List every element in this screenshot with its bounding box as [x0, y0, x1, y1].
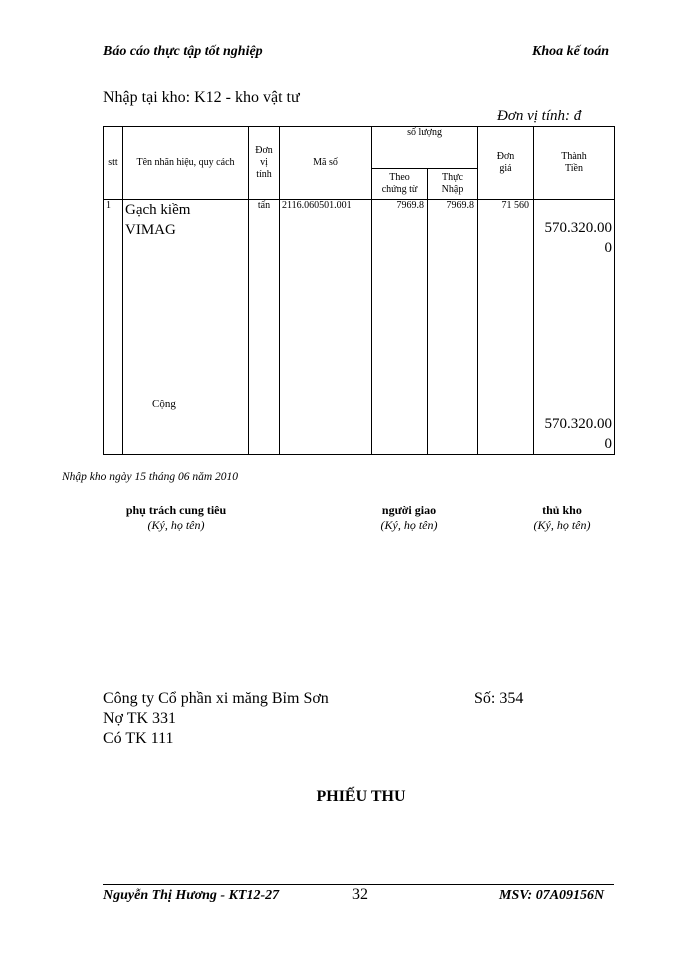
- unit-note: Đơn vị tính: đ: [497, 108, 582, 124]
- row-amount-cell: [534, 200, 615, 455]
- row-name-line1: Gạch kiềm: [125, 202, 191, 218]
- row-qty-actual: 7969.8: [428, 200, 478, 455]
- receipt-number: Số: 354: [474, 690, 524, 707]
- header-stt: stt: [104, 127, 123, 200]
- row-amount-line2: 0: [604, 240, 613, 256]
- header-price: Đơn giá: [478, 127, 534, 200]
- footer-divider: [103, 884, 614, 885]
- inventory-table: [103, 126, 615, 455]
- header-name: Tên nhãn hiệu, quy cách: [123, 127, 249, 200]
- total-amount: 570.320.00 0: [544, 416, 613, 452]
- receipt-debit: Nợ TK 331: [103, 710, 177, 727]
- header-unit: Đơn vị tính: [249, 127, 280, 200]
- total-label: Cộng: [152, 398, 176, 410]
- header-quantity: số lượng: [372, 127, 478, 169]
- row-amount-line1: 570.320.00: [544, 220, 613, 236]
- header-qty-actual: Thực Nhập: [428, 169, 478, 200]
- footer-student-id: MSV: 07A09156N: [499, 888, 605, 903]
- row-price: 71 560: [478, 200, 534, 455]
- header-left: Báo cáo thực tập tốt nghiệp: [103, 44, 263, 59]
- row-name-line2: VIMAG: [125, 222, 176, 238]
- header-amount: Thành Tiền: [534, 127, 615, 200]
- signature-deliverer: người giao (Ký, họ tên): [380, 503, 438, 532]
- signature-procurement: phụ trách cung tiêu (Ký, họ tên): [125, 503, 227, 532]
- receipt-credit: Có TK 111: [103, 730, 174, 747]
- header-right: Khoa kế toán: [532, 44, 610, 59]
- row-qty-doc: 7969.8: [372, 200, 428, 455]
- footer-page-number: 32: [352, 886, 368, 903]
- header-qty-doc: Theo chứng từ: [372, 169, 428, 200]
- row-name-cell: [123, 200, 249, 455]
- entry-date: Nhập kho ngày 15 tháng 06 năm 2010: [62, 471, 239, 483]
- receipt-company: Công ty Cổ phần xi măng Bỉm Sơn: [103, 690, 329, 707]
- footer-author: Nguyễn Thị Hương - KT12-27: [103, 888, 280, 903]
- header-code: Mã số: [280, 127, 372, 200]
- row-code: 2116.060501.001: [280, 200, 372, 455]
- signature-storekeeper: thủ kho (Ký, họ tên): [533, 503, 591, 532]
- row-stt: 1: [104, 200, 123, 455]
- warehouse-line: Nhập tại kho: K12 - kho vật tư: [103, 89, 300, 106]
- row-unit: tấn: [249, 200, 280, 455]
- receipt-title: PHIẾU THU: [316, 788, 406, 805]
